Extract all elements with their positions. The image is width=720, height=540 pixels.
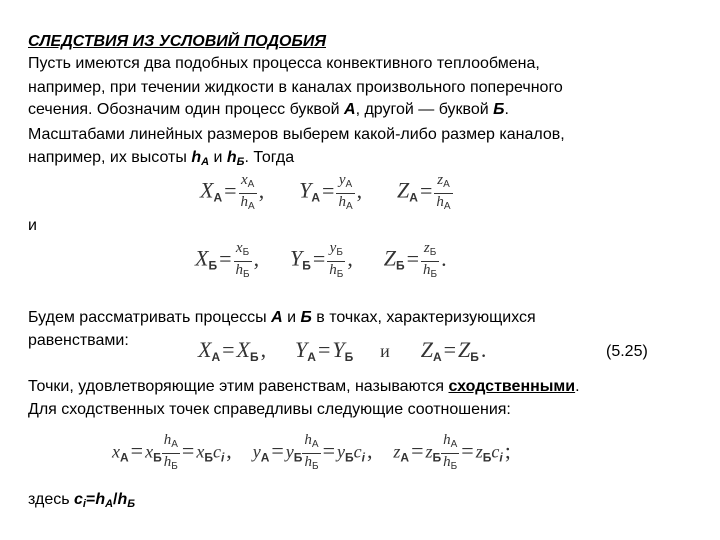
term-highlight: сходственными (448, 378, 576, 395)
conjunction-text: и (28, 217, 37, 234)
paragraph-line: сечения. Обозначим один процесс буквой А, другой — буквой Б. (28, 101, 509, 118)
page-title: СЛЕДСТВИЯ ИЗ УСЛОВИЙ ПОДОБИЯ (28, 33, 326, 50)
paragraph-line: например, при течении жидкости в каналах произвольного поперечного (28, 79, 563, 96)
formula-equalities: $X_А=X_Б$, $Y_А=Y_Б$ и $Z_А=Z_Б$. (198, 337, 487, 364)
equation-number: (5.25) (606, 343, 648, 360)
footer-definition: здесь ci=hА/hБ (28, 491, 136, 510)
paragraph-line: Пусть имеются два подобных процесса конвективного теплообмена, (28, 55, 540, 72)
formula-dimensionless-a: $X_А=$ $\frac{x_А}{h_А}$ , $Y_А=$ $\frac{y_А}{h_А}$ , $Z_А=$ $\frac{z_А}{h_А}$ (200, 172, 451, 212)
paragraph-line: равенствами: (28, 332, 129, 349)
formula-dimensionless-b: $X_Б=$ $\frac{x_Б}{h_Б}$ , $Y_Б=$ $\frac{y_Б}{h_Б}$ , $Z_Б=$ $\frac{z_Б}{h_Б}$ . (195, 240, 447, 280)
paragraph-line: Для сходственных точек справедливы следующие соотношения: (28, 401, 511, 418)
paragraph-line: Точки, удовлетворяющие этим равенствам, называются сходственными. (28, 378, 580, 395)
paragraph-line: например, их высоты hА и hБ. Тогда (28, 149, 295, 168)
paragraph-line: Будем рассматривать процессы А и Б в точках, характеризующихся (28, 309, 536, 326)
formula-similar-points: $x_А= x_Б$ $\frac{h_А}{h_Б}$ = $x_Бc_i$, $y_А= y_Б$ $\frac{h_А}{h_Б}$ = $y_Бc_i$, $z_А= z_Б$ $\frac{h_А}{h_Б}$ = $z_Бc_i$; (112, 432, 511, 472)
paragraph-line: Масштабами линейных размеров выберем какой-либо размер каналов, (28, 126, 565, 143)
